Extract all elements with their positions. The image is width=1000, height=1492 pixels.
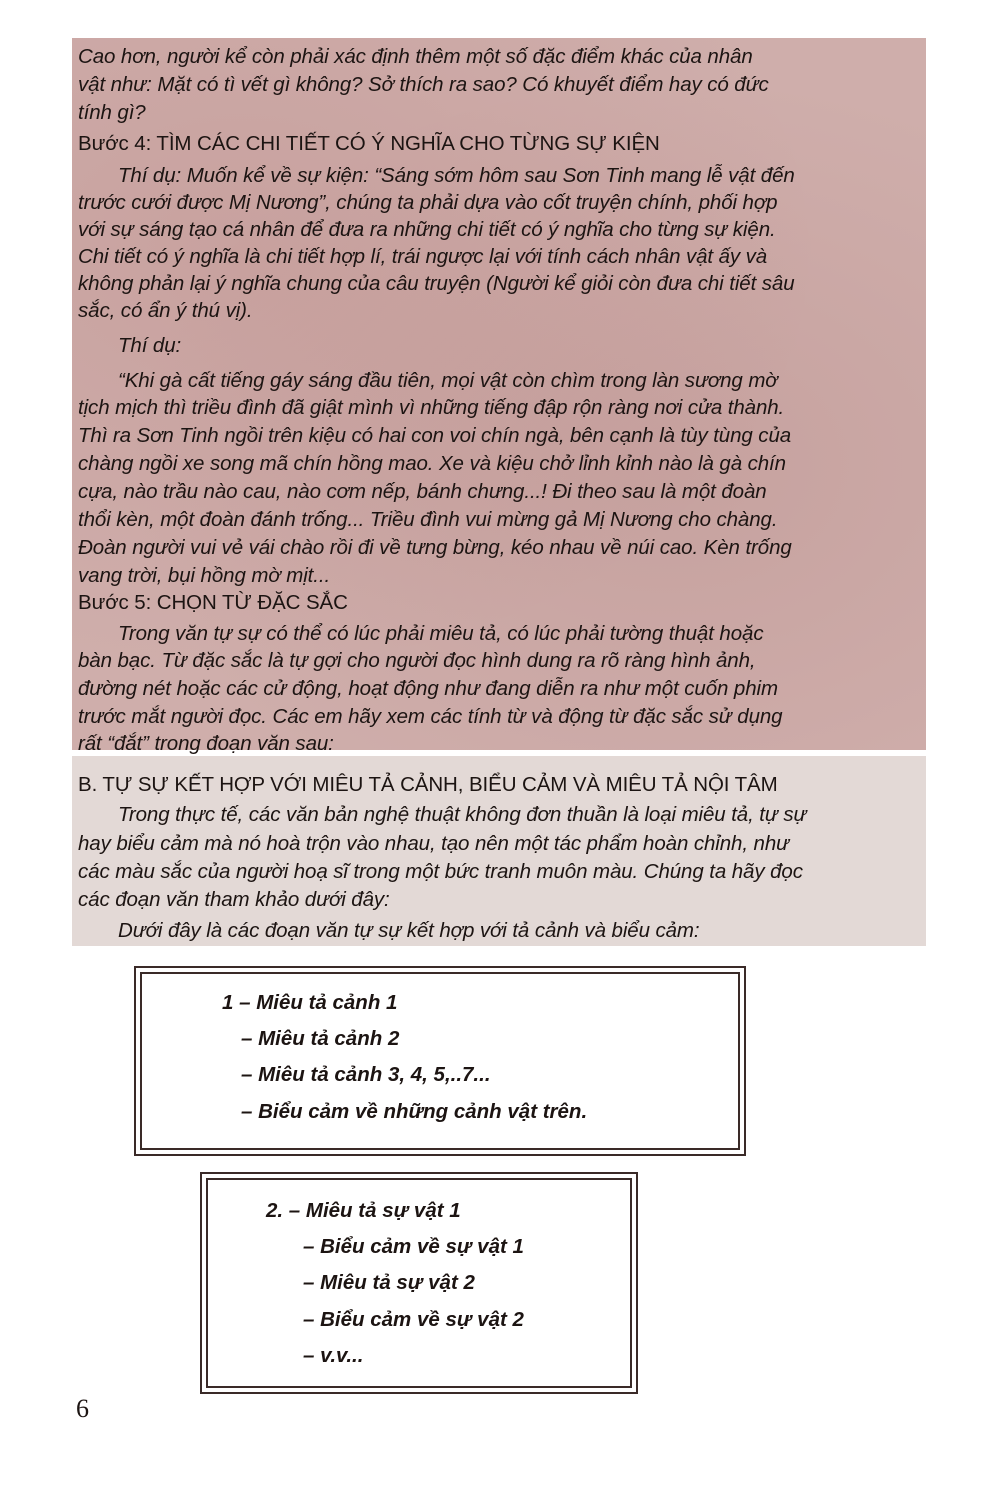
text-line: rất “đắt” trong đoạn văn sau: [78,732,334,755]
example-label: Thí dụ: [118,334,182,357]
text-line: vật như: Mặt có tì vết gì không? Sở thích ra sao? Có khuyết điểm hay có đức [78,73,769,96]
box1-item: 1 – Miêu tả cảnh 1 [222,991,398,1014]
box2-item: 2. – Miêu tả sự vật 1 [266,1199,461,1222]
box2-item: – Biểu cảm về sự vật 1 [303,1235,524,1258]
text-line: bàn bạc. Từ đặc sắc là tự gợi cho người đọc hình dung ra rõ ràng hình ảnh, [78,649,756,672]
text-line: Dưới đây là các đoạn văn tự sự kết hợp với tả cảnh và biểu cảm: [118,919,700,942]
quote-line: cựa, nào trầu nào cau, nào cơm nếp, bánh chưng...! Đi theo sau là một đoàn [78,480,767,503]
text-line: sắc, có ẩn ý thú vị). [78,299,253,322]
quote-line: tịch mịch thì triều đình đã giật mình vì những tiếng đập rộn ràng nơi cửa thành. [78,396,785,419]
step-4-heading: Bước 4: TÌM CÁC CHI TIẾT CÓ Ý NGHĨA CHO TỪNG SỰ KIỆN [78,132,660,155]
text-line: đường nét hoặc các cử động, hoạt động như đang diễn ra như một cuốn phim [78,677,778,700]
quote-line: Đoàn người vui vẻ vái chào rồi đi về tưng bừng, kéo nhau về núi cao. Kèn trống [78,536,792,559]
step-5-heading: Bước 5: CHỌN TỪ ĐẶC SẮC [78,591,348,614]
section-b-heading: B. TỰ SỰ KẾT HỢP VỚI MIÊU TẢ CẢNH, BIỂU CẢM VÀ MIÊU TẢ NỘI TÂM [78,773,778,796]
box1-item: – Biểu cảm về những cảnh vật trên. [241,1100,588,1123]
text-line: với sự sáng tạo cá nhân để đưa ra những chi tiết có ý nghĩa cho từng sự kiện. [78,218,776,241]
quote-line: vang trời, bụi hồng mờ mịt... [78,564,331,587]
quote-line: Thì ra Sơn Tinh ngồi trên kiệu có hai con voi chín ngà, bên cạnh là tùy tùng của [78,424,792,447]
text-line: Thí dụ: Muốn kể về sự kiện: “Sáng sớm hôm sau Sơn Tinh mang lễ vật đến [118,164,795,187]
text-line: Trong thực tế, các văn bản nghệ thuật không đơn thuần là loại miêu tả, tự sự [118,803,807,826]
box1-item: – Miêu tả cảnh 3, 4, 5,..7... [241,1063,491,1086]
quote-line: thổi kèn, một đoàn đánh trống... Triều đình vui mừng gả Mị Nương cho chàng. [78,508,778,531]
box2-item: – Biểu cảm về sự vật 2 [303,1308,524,1331]
box1-item: – Miêu tả cảnh 2 [241,1027,400,1050]
box2-item: – Miêu tả sự vật 2 [303,1271,475,1294]
text-line: các màu sắc của người hoạ sĩ trong một bức tranh muôn màu. Chúng ta hãy đọc [78,860,803,883]
page-number: 6 [76,1394,89,1423]
box2-item: – v.v... [303,1344,364,1367]
text-line: tính gì? [78,101,146,124]
text-line: các đoạn văn tham khảo dưới đây: [78,888,390,911]
text-line: không phản lại ý nghĩa chung của câu truyện (Người kể giỏi còn đưa chi tiết sâu [78,272,795,295]
text-line: trước mắt người đọc. Các em hãy xem các tính từ và động từ đặc sắc sử dụng [78,705,783,728]
text-line: Chi tiết có ý nghĩa là chi tiết hợp lí, trái ngược lại với tính cách nhân vật ấy và [78,245,768,268]
text-line: Trong văn tự sự có thể có lúc phải miêu tả, có lúc phải tường thuật hoặc [118,622,764,645]
quote-line: “Khi gà cất tiếng gáy sáng đầu tiên, mọi vật còn chìm trong làn sương mờ [118,369,778,392]
quote-line: chàng ngồi xe song mã chín hồng mao. Xe và kiệu chở lỉnh kỉnh nào là gà chín [78,452,786,475]
text-line: trước cưới được Mị Nương”, chúng ta phải dựa vào cốt truyện chính, phối hợp [78,191,778,214]
text-line: Cao hơn, người kể còn phải xác định thêm một số đặc điểm khác của nhân [78,45,753,68]
text-line: hay biểu cảm mà nó hoà trộn vào nhau, tạo nên một tác phẩm hoàn chỉnh, như [78,832,790,855]
